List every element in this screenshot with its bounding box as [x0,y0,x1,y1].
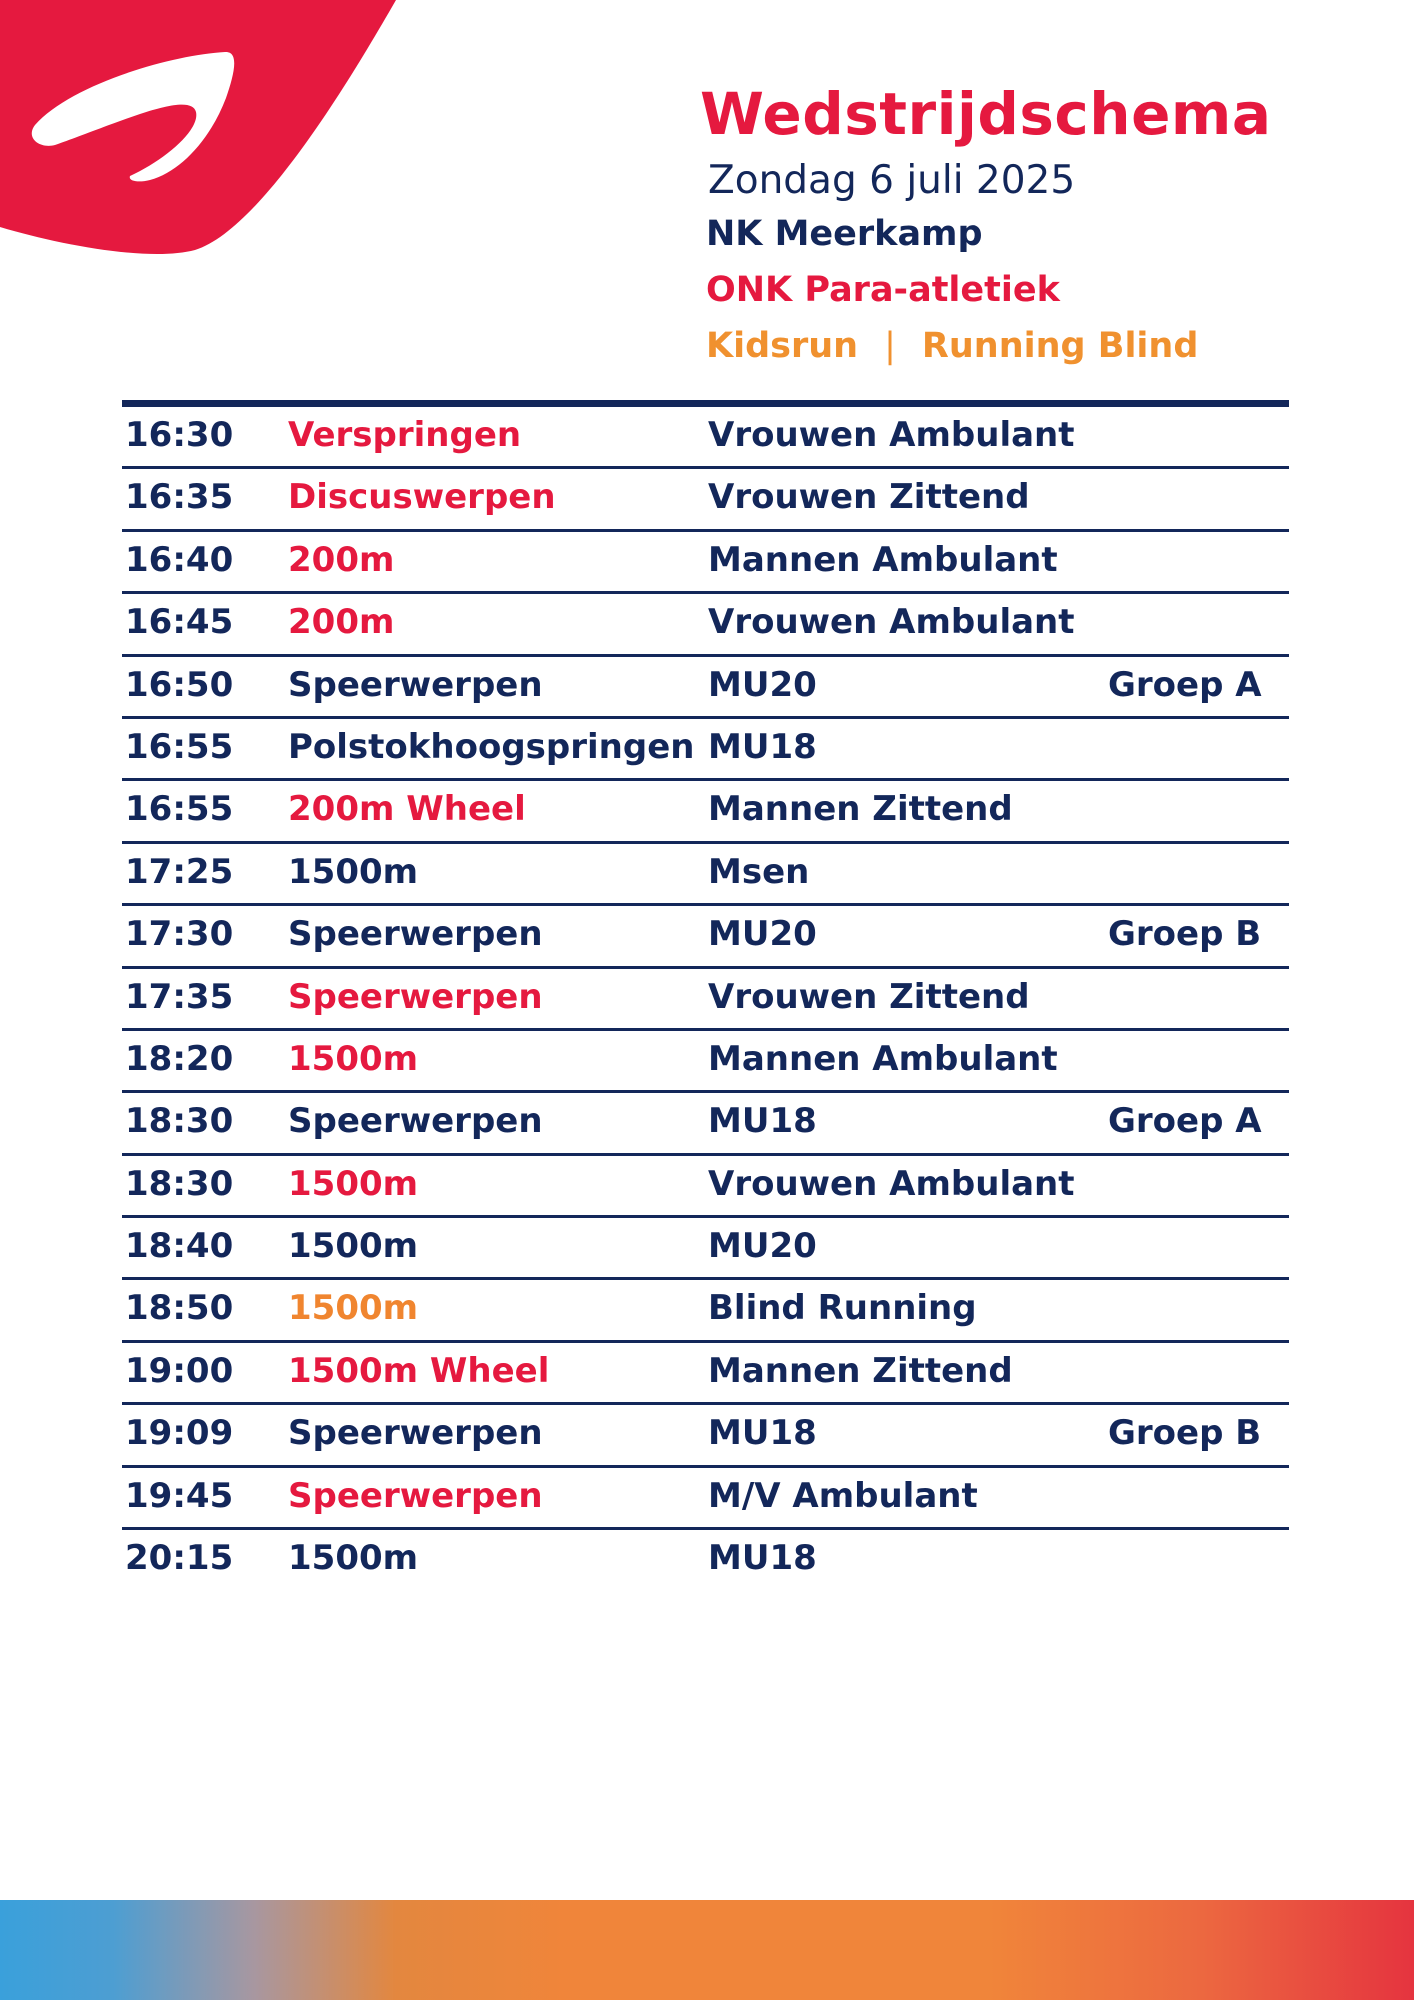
row-group: Groep B [1108,1413,1262,1454]
row-time: 19:09 [125,1413,234,1454]
row-discipline: Speerwerpen [288,1475,543,1516]
row-category: Vrouwen Ambulant [708,602,1075,643]
row-category: MU18 [708,1101,817,1142]
row-group: Groep A [1108,1101,1262,1142]
event-onk-para-atletiek: ONK Para-atletiek [706,270,1060,310]
row-category: Vrouwen Ambulant [708,415,1075,455]
table-row [122,532,1289,594]
row-category: MU18 [708,726,817,767]
row-category: M/V Ambulant [708,1475,978,1516]
row-discipline: 1500m [288,851,419,892]
row-time: 18:30 [125,1101,234,1142]
row-time: 17:25 [125,851,234,892]
table-row [122,1405,1289,1467]
event-date: Zondag 6 juli 2025 [708,158,1076,203]
row-discipline: 1500m Wheel [288,1350,550,1391]
row-discipline: Polstokhoogspringen [288,726,695,767]
table-row [122,906,1289,968]
row-discipline: Speerwerpen [288,976,543,1017]
row-category: Mannen Ambulant [708,539,1058,580]
row-discipline: 1500m [288,1538,419,1579]
row-group: Groep B [1108,914,1262,955]
row-time: 19:00 [125,1350,234,1391]
brand-logo-icon [0,0,420,260]
page-title: Wedstrijdschema [700,80,1272,148]
row-discipline: 1500m [288,1163,419,1204]
event-nk-meerkamp: NK Meerkamp [706,214,983,254]
row-group: Groep A [1108,664,1262,705]
row-discipline: 200m Wheel [288,789,526,830]
table-row [122,1280,1289,1342]
row-time: 18:40 [125,1226,234,1267]
row-time: 16:35 [125,477,234,518]
bottom-gradient-bar [0,1900,1414,2000]
row-discipline: 1500m [288,1226,419,1267]
event-running-blind: Running Blind [921,326,1199,366]
table-row [122,594,1289,656]
schedule-table [122,400,1289,1592]
row-discipline: 200m [288,539,395,580]
row-category: MU20 [708,914,817,955]
table-row [122,1530,1289,1592]
row-category: MU20 [708,664,817,705]
row-category: Msen [708,851,810,892]
row-time: 16:30 [125,415,234,455]
row-discipline: Discuswerpen [288,477,556,518]
row-time: 17:30 [125,914,234,955]
row-discipline: 1500m [288,1038,419,1079]
row-time: 16:55 [125,789,234,830]
table-row [122,1343,1289,1405]
row-time: 17:35 [125,976,234,1017]
row-discipline: 1500m [288,1288,419,1329]
table-row [122,969,1289,1031]
table-row [122,469,1289,531]
row-time: 16:55 [125,726,234,767]
row-time: 16:45 [125,602,234,643]
table-row [122,1218,1289,1280]
table-row [122,407,1289,469]
table-row [122,1093,1289,1155]
row-discipline: Verspringen [288,415,522,455]
row-category: Mannen Zittend [708,1350,1013,1391]
row-category: MU18 [708,1538,817,1579]
table-row [122,1468,1289,1530]
table-row [122,657,1289,719]
event-kidsrun-running-blind [706,326,1198,366]
table-row [122,1156,1289,1218]
row-category: Mannen Zittend [708,789,1013,830]
table-row [122,781,1289,843]
table-row [122,1031,1289,1093]
table-row [122,844,1289,906]
event-separator: | [884,326,896,366]
row-time: 16:40 [125,539,234,580]
row-time: 19:45 [125,1475,234,1516]
row-category: Vrouwen Ambulant [708,1163,1075,1204]
row-category: MU18 [708,1413,817,1454]
row-discipline: 200m [288,602,395,643]
row-discipline: Speerwerpen [288,914,543,955]
row-discipline: Speerwerpen [288,1101,543,1142]
row-time: 18:30 [125,1163,234,1204]
table-row [122,719,1289,781]
row-category: Blind Running [708,1288,977,1329]
row-category: MU20 [708,1226,817,1267]
row-time: 16:50 [125,664,234,705]
row-category: Mannen Ambulant [708,1038,1058,1079]
event-kidsrun: Kidsrun [706,326,859,366]
row-time: 20:15 [125,1538,234,1579]
row-discipline: Speerwerpen [288,664,543,705]
row-category: Vrouwen Zittend [708,976,1030,1017]
row-time: 18:50 [125,1288,234,1329]
row-discipline: Speerwerpen [288,1413,543,1454]
row-category: Vrouwen Zittend [708,477,1030,518]
row-time: 18:20 [125,1038,234,1079]
